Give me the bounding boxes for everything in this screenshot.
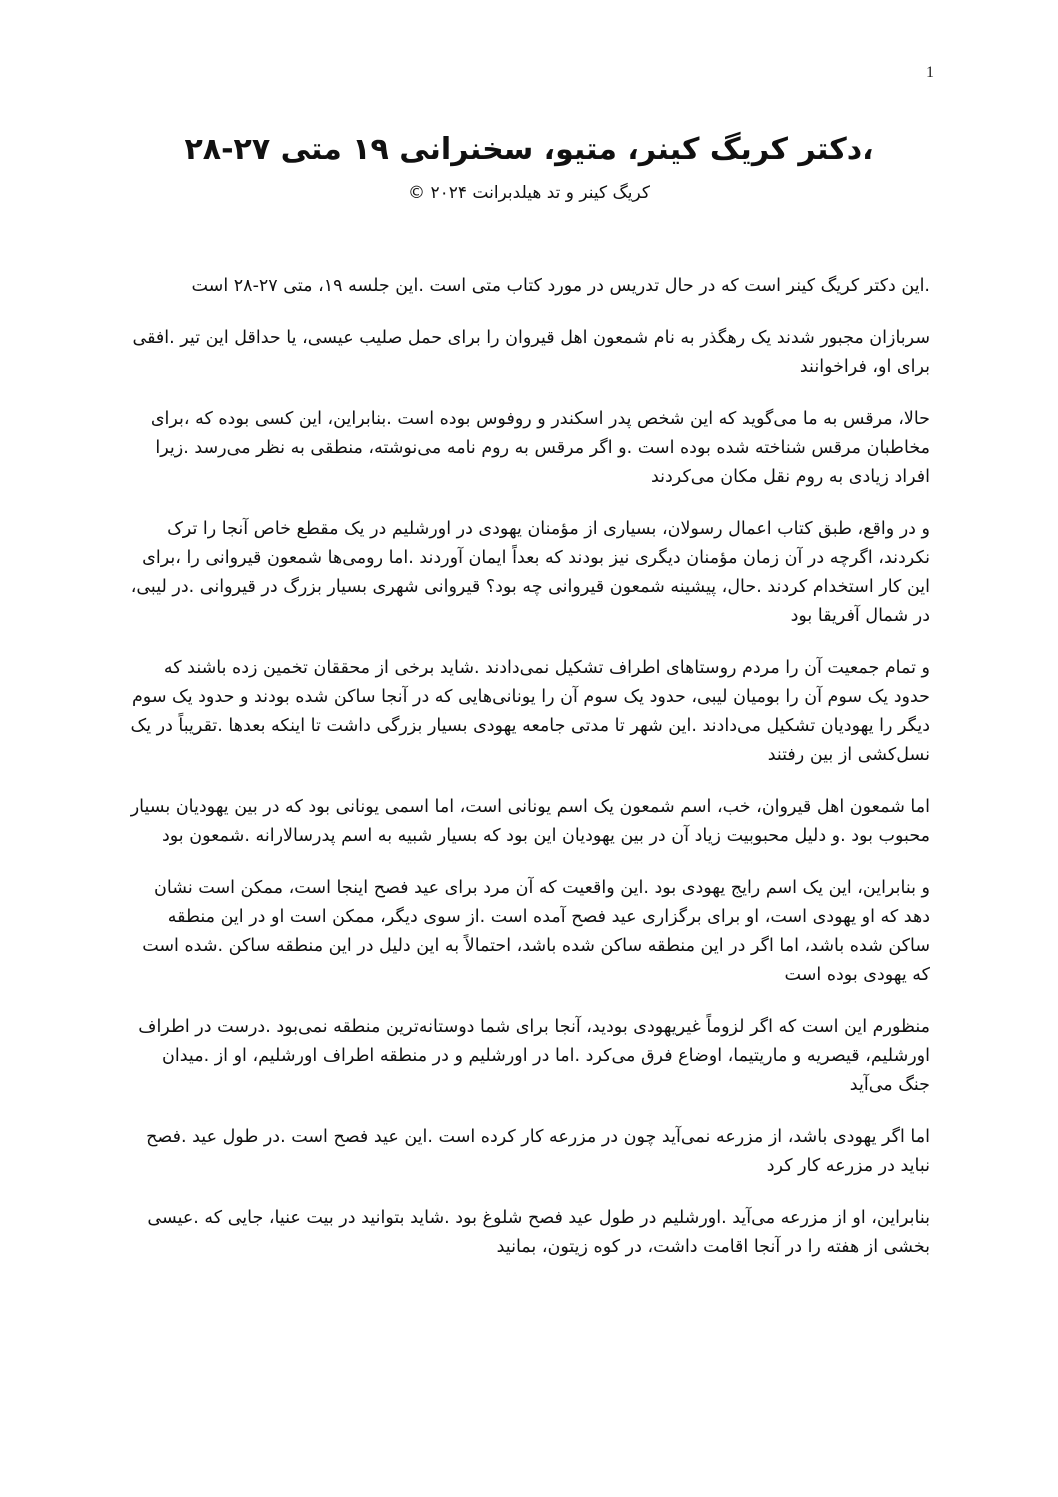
- paragraph: .این دکتر کریگ کینر است که در حال تدریس در مورد کتاب متی است .این جلسه ۱۹، متی ۲۷-۲۸ است: [191, 276, 930, 296]
- paragraph: و بنابراین، این یک اسم رایج یهودی بود .این واقعیت که آن مرد برای عید فصح اینجا است، ممکن است نشان دهد که او یهودی است، او برای برگزاری عید فصح آمده است .از سوی دیگر، ممکن است او در این منطقه ساکن شده باشد، اما اگر در این منطقه ساکن شده باشد، احتمالاً به این دلیل در این منطقه ساکن .شده است که یهودی بوده است: [142, 878, 930, 985]
- page-number: 1: [926, 64, 934, 81]
- paragraph: منظورم این است که اگر لزوماً غیریهودی بودید، آنجا برای شما دوستانه‌ترین منطقه نمی‌بود .درست در اطراف اورشلیم، قیصریه و ماریتیما، اوضاع فرق می‌کرد .اما در اورشلیم و در منطقه اطراف اورشلیم، او از .میدان جنگ می‌آید: [138, 1017, 930, 1095]
- paragraph: حالا، مرقس به ما می‌گوید که این شخص پدر اسکندر و روفوس بوده است .بنابراین، این کسی بوده که ،برای مخاطبان مرقس شناخته شده بوده است .و اگر مرقس به روم نامه می‌نوشته، منطقی به نظر می‌رسد .زیرا افراد زیادی به روم نقل مکان می‌کردند: [150, 409, 930, 487]
- paragraph: سربازان مجبور شدند یک رهگذر به نام شمعون اهل قیروان را برای حمل صلیب عیسی، یا حداقل این تیر .افقی برای او، فراخوانند: [132, 328, 930, 377]
- title-block: [128, 128, 930, 206]
- document-title: ،دکتر کریگ کینر، متیو، سخنرانی ۱۹ متی ۲۷-۲۸: [184, 132, 874, 167]
- paragraph: و تمام جمعیت آن را مردم روستاهای اطراف تشکیل نمی‌دادند .شاید برخی از محققان تخمین زده باشند که حدود یک سوم آن را بومیان لیبی، حدود یک سوم آن را یونانی‌هایی که در آنجا ساکن شده بودند و حدود یک سوم دیگر را یهودیان تشکیل می‌دادند .این شهر تا مدتی جامعه یهودی بسیار بزرگی داشت تا اینکه بعدها .تقریباً در یک نسل‌کشی از بین رفتند: [130, 658, 930, 765]
- paragraph: بنابراین، او از مزرعه می‌آید .اورشلیم در طول عید فصح شلوغ بود .شاید بتوانید در بیت عنیا، جایی که .عیسی بخشی از هفته را در آنجا اقامت داشت، در کوه زیتون، بمانید: [147, 1208, 930, 1257]
- document-body: [128, 272, 930, 1285]
- paragraph: و در واقع، طبق کتاب اعمال رسولان، بسیاری از مؤمنان یهودی در اورشلیم در یک مقطع خاص آنجا را ترک نکردند، اگرچه در آن زمان مؤمنان دیگری نیز بودند که بعداً ایمان آوردند .اما رومی‌ها شمعون قیروانی را ،برای این کار استخدام کردند .حال، پیشینه شمعون قیروانی چه بود؟ قیروانی شهری بسیار بزرگ در قیروانی .در لیبی، در شمال آفریقا بود: [130, 519, 930, 626]
- copyright-line: کریگ کینر و تد هیلدبرانت ۲۰۲۴ ©: [408, 183, 650, 203]
- paragraph: اما شمعون اهل قیروان، خب، اسم شمعون یک اسم یونانی است، اما اسمی یونانی بود که در بین یهودیان بسیار محبوب بود .و دلیل محبوبیت زیاد آن در بین یهودیان این بود که بسیار شبیه به اسم پدرسالارانه .شمعون بود: [130, 797, 930, 846]
- paragraph: اما اگر یهودی باشد، از مزرعه نمی‌آید چون در مزرعه کار کرده است .این عید فصح است .در طول عید .فصح نباید در مزرعه کار کرد: [146, 1127, 930, 1176]
